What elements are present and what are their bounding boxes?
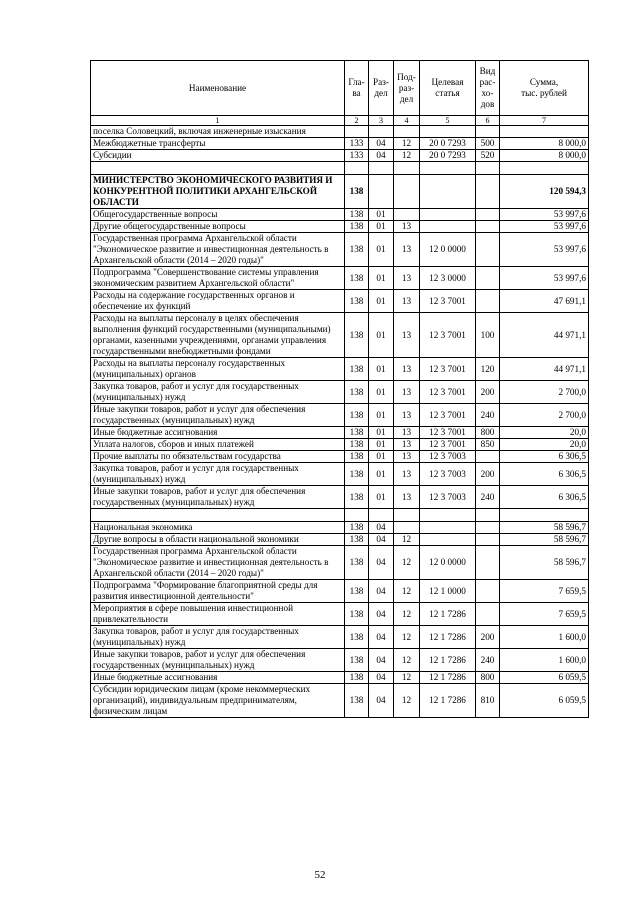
- row-expense-type: [476, 451, 500, 463]
- row-name: Подпрограмма "Формирование благоприятной среды для развития инвестиционной деятельности": [91, 580, 345, 603]
- row-razdel: 01: [369, 451, 394, 463]
- row-name: Государственная программа Архангельской области "Экономическое развитие и инвестиционная деятельность в Архангельской области (2014 – 2020 годы)": [91, 233, 345, 267]
- row-target-article: 12 3 7001: [420, 427, 476, 439]
- row-name: Расходы на содержание государственных органов и обеспечение их функций: [91, 290, 345, 313]
- row-name: [91, 162, 345, 175]
- row-podrazdel: 13: [394, 358, 420, 381]
- row-glava: 138: [345, 522, 369, 534]
- row-razdel: 01: [369, 313, 394, 358]
- table-row: [91, 439, 589, 451]
- row-podrazdel: [394, 126, 420, 138]
- row-expense-type: 120: [476, 358, 500, 381]
- row-podrazdel: [394, 162, 420, 175]
- table-row: [91, 534, 589, 546]
- row-razdel: 01: [369, 221, 394, 233]
- column-number: 7: [500, 116, 589, 126]
- row-razdel: 01: [369, 439, 394, 451]
- row-expense-type: [476, 603, 500, 626]
- row-expense-type: [476, 175, 500, 209]
- table-row: [91, 233, 589, 267]
- row-expense-type: 100: [476, 313, 500, 358]
- row-glava: 138: [345, 209, 369, 221]
- table-row: [91, 684, 589, 718]
- row-sum: [500, 509, 589, 522]
- table-row: [91, 546, 589, 580]
- row-glava: 138: [345, 684, 369, 718]
- row-podrazdel: 13: [394, 427, 420, 439]
- row-target-article: 12 3 7001: [420, 313, 476, 358]
- row-name: Иные бюджетные ассигнования: [91, 672, 345, 684]
- row-target-article: [420, 175, 476, 209]
- row-sum: 47 691,1: [500, 290, 589, 313]
- row-expense-type: 500: [476, 138, 500, 150]
- row-sum: 44 971,1: [500, 313, 589, 358]
- table-row: [91, 290, 589, 313]
- row-sum: 2 700,0: [500, 381, 589, 404]
- row-sum: 53 997,6: [500, 267, 589, 290]
- table-row: [91, 138, 589, 150]
- row-target-article: [420, 126, 476, 138]
- table-header-row: [91, 61, 589, 116]
- row-podrazdel: [394, 175, 420, 209]
- row-target-article: [420, 221, 476, 233]
- row-razdel: 01: [369, 463, 394, 486]
- row-sum: 2 700,0: [500, 404, 589, 427]
- row-podrazdel: 13: [394, 221, 420, 233]
- row-expense-type: 240: [476, 486, 500, 509]
- row-sum: 20,0: [500, 427, 589, 439]
- row-podrazdel: 12: [394, 649, 420, 672]
- row-expense-type: 810: [476, 684, 500, 718]
- row-razdel: 04: [369, 684, 394, 718]
- row-expense-type: 520: [476, 150, 500, 162]
- row-podrazdel: 13: [394, 451, 420, 463]
- row-expense-type: [476, 209, 500, 221]
- row-podrazdel: 12: [394, 603, 420, 626]
- row-glava: 133: [345, 150, 369, 162]
- table-row: [91, 404, 589, 427]
- column-number-row: [91, 116, 589, 126]
- row-sum: 8 000,0: [500, 138, 589, 150]
- row-sum: 120 594,3: [500, 175, 589, 209]
- row-name: [91, 509, 345, 522]
- row-razdel: [369, 175, 394, 209]
- row-glava: 138: [345, 439, 369, 451]
- budget-table-page: [90, 60, 588, 718]
- row-sum: 6 306,5: [500, 486, 589, 509]
- row-expense-type: 800: [476, 672, 500, 684]
- row-razdel: 01: [369, 209, 394, 221]
- header-expense-type: Вид рас- хо- дов: [476, 61, 500, 116]
- row-glava: 138: [345, 313, 369, 358]
- row-target-article: 12 1 7286: [420, 626, 476, 649]
- row-podrazdel: 13: [394, 463, 420, 486]
- row-glava: 138: [345, 451, 369, 463]
- row-name: Уплата налогов, сборов и иных платежей: [91, 439, 345, 451]
- row-expense-type: 240: [476, 404, 500, 427]
- row-glava: 138: [345, 672, 369, 684]
- row-expense-type: [476, 509, 500, 522]
- row-name: Субсидии юридическим лицам (кроме некоммерческих организаций), индивидуальным предпринимателям, физическим лицам: [91, 684, 345, 718]
- table-row: [91, 150, 589, 162]
- row-name: Субсидии: [91, 150, 345, 162]
- row-sum: 1 600,0: [500, 626, 589, 649]
- table-row: [91, 126, 589, 138]
- row-target-article: [420, 509, 476, 522]
- row-expense-type: [476, 534, 500, 546]
- row-expense-type: 200: [476, 626, 500, 649]
- row-expense-type: [476, 267, 500, 290]
- row-razdel: 01: [369, 381, 394, 404]
- page-number: 52: [314, 869, 326, 881]
- row-razdel: 04: [369, 672, 394, 684]
- row-name: Иные бюджетные ассигнования: [91, 427, 345, 439]
- row-expense-type: [476, 546, 500, 580]
- row-podrazdel: 12: [394, 672, 420, 684]
- row-razdel: 01: [369, 358, 394, 381]
- row-glava: 138: [345, 580, 369, 603]
- row-target-article: 20 0 7293: [420, 138, 476, 150]
- row-podrazdel: 13: [394, 267, 420, 290]
- row-podrazdel: 12: [394, 546, 420, 580]
- column-number: 1: [91, 116, 345, 126]
- row-target-article: 12 3 7003: [420, 463, 476, 486]
- row-glava: 138: [345, 427, 369, 439]
- table-row: [91, 451, 589, 463]
- row-razdel: 01: [369, 267, 394, 290]
- row-podrazdel: 12: [394, 580, 420, 603]
- row-razdel: [369, 509, 394, 522]
- column-number: 5: [420, 116, 476, 126]
- table-row: [91, 672, 589, 684]
- row-name: Государственная программа Архангельской области "Экономическое развитие и инвестиционная деятельность в Архангельской области (2014 – 2020 годы)": [91, 546, 345, 580]
- row-sum: 58 596,7: [500, 546, 589, 580]
- column-number: 3: [369, 116, 394, 126]
- row-sum: 8 000,0: [500, 150, 589, 162]
- row-glava: 138: [345, 358, 369, 381]
- row-target-article: 12 1 7286: [420, 603, 476, 626]
- row-glava: 138: [345, 221, 369, 233]
- row-target-article: 12 1 7286: [420, 684, 476, 718]
- row-name: МИНИСТЕРСТВО ЭКОНОМИЧЕСКОГО РАЗВИТИЯ И КОНКУРЕНТНОЙ ПОЛИТИКИ АРХАНГЕЛЬСКОЙ ОБЛАСТИ: [91, 175, 345, 209]
- row-podrazdel: [394, 509, 420, 522]
- row-target-article: 12 1 7286: [420, 672, 476, 684]
- row-target-article: [420, 209, 476, 221]
- header-podrazdel: Под- раз- дел: [394, 61, 420, 116]
- row-expense-type: 800: [476, 427, 500, 439]
- row-target-article: 12 1 0000: [420, 580, 476, 603]
- row-glava: 138: [345, 290, 369, 313]
- table-row: [91, 358, 589, 381]
- row-podrazdel: [394, 522, 420, 534]
- row-podrazdel: 12: [394, 626, 420, 649]
- row-name: Расходы на выплаты персоналу в целях обеспечения выполнения функций государственными (муниципальными) органами, казенными учреждениями, органами управления государственными внебюджетными фондами: [91, 313, 345, 358]
- row-razdel: 04: [369, 603, 394, 626]
- row-name: Другие общегосударственные вопросы: [91, 221, 345, 233]
- row-glava: 138: [345, 381, 369, 404]
- row-glava: [345, 509, 369, 522]
- row-razdel: 04: [369, 649, 394, 672]
- row-podrazdel: 13: [394, 404, 420, 427]
- table-row: [91, 267, 589, 290]
- row-name: Расходы на выплаты персоналу государственных (муниципальных) органов: [91, 358, 345, 381]
- row-expense-type: 850: [476, 439, 500, 451]
- table-row: [91, 509, 589, 522]
- budget-table: [90, 60, 589, 718]
- column-number: 4: [394, 116, 420, 126]
- row-podrazdel: 13: [394, 381, 420, 404]
- table-row: [91, 221, 589, 233]
- row-target-article: 12 0 0000: [420, 546, 476, 580]
- row-sum: [500, 126, 589, 138]
- row-name: Закупка товаров, работ и услуг для государственных (муниципальных) нужд: [91, 626, 345, 649]
- row-sum: 6 059,5: [500, 684, 589, 718]
- row-target-article: 12 3 7003: [420, 486, 476, 509]
- header-razdel: Раз- дел: [369, 61, 394, 116]
- row-glava: 138: [345, 626, 369, 649]
- row-glava: [345, 162, 369, 175]
- row-razdel: 04: [369, 522, 394, 534]
- row-glava: 138: [345, 534, 369, 546]
- row-razdel: 04: [369, 546, 394, 580]
- row-target-article: 12 3 7003: [420, 451, 476, 463]
- row-target-article: [420, 534, 476, 546]
- row-razdel: [369, 162, 394, 175]
- row-target-article: 20 0 7293: [420, 150, 476, 162]
- row-name: Подпрограмма "Совершенствование системы управления экономическим развитием Архангельской области": [91, 267, 345, 290]
- row-sum: 53 997,6: [500, 209, 589, 221]
- row-razdel: 04: [369, 150, 394, 162]
- row-name: Прочие выплаты по обязательствам государства: [91, 451, 345, 463]
- row-target-article: [420, 162, 476, 175]
- row-name: Общегосударственные вопросы: [91, 209, 345, 221]
- row-sum: 7 659,5: [500, 580, 589, 603]
- table-row: [91, 649, 589, 672]
- row-sum: 58 596,7: [500, 522, 589, 534]
- row-razdel: 01: [369, 427, 394, 439]
- row-sum: 7 659,5: [500, 603, 589, 626]
- row-podrazdel: [394, 209, 420, 221]
- row-target-article: 12 3 7001: [420, 290, 476, 313]
- row-expense-type: [476, 221, 500, 233]
- row-sum: 6 306,5: [500, 463, 589, 486]
- header-target-article: Целевая статья: [420, 61, 476, 116]
- row-podrazdel: 13: [394, 439, 420, 451]
- header-glava: Гла- ва: [345, 61, 369, 116]
- row-glava: 138: [345, 486, 369, 509]
- row-name: Мероприятия в сфере повышения инвестиционной привлекательности: [91, 603, 345, 626]
- header-sum: Сумма, тыс. рублей: [500, 61, 589, 116]
- row-razdel: 01: [369, 404, 394, 427]
- table-row: [91, 603, 589, 626]
- row-sum: 58 596,7: [500, 534, 589, 546]
- table-row: [91, 486, 589, 509]
- table-row: [91, 162, 589, 175]
- row-podrazdel: 13: [394, 486, 420, 509]
- row-sum: 6 306,5: [500, 451, 589, 463]
- row-target-article: 12 3 7001: [420, 439, 476, 451]
- row-name: Другие вопросы в области национальной экономики: [91, 534, 345, 546]
- row-sum: [500, 162, 589, 175]
- row-target-article: 12 3 7001: [420, 381, 476, 404]
- row-glava: 138: [345, 603, 369, 626]
- row-name: Закупка товаров, работ и услуг для государственных (муниципальных) нужд: [91, 381, 345, 404]
- row-target-article: [420, 522, 476, 534]
- row-razdel: 01: [369, 290, 394, 313]
- table-row: [91, 522, 589, 534]
- row-glava: 138: [345, 267, 369, 290]
- row-glava: 138: [345, 649, 369, 672]
- row-sum: 20,0: [500, 439, 589, 451]
- row-target-article: 12 3 0000: [420, 267, 476, 290]
- row-glava: 138: [345, 404, 369, 427]
- table-row: [91, 175, 589, 209]
- table-row: [91, 626, 589, 649]
- row-expense-type: [476, 522, 500, 534]
- row-expense-type: [476, 580, 500, 603]
- row-razdel: 01: [369, 233, 394, 267]
- row-razdel: 01: [369, 486, 394, 509]
- row-podrazdel: 13: [394, 233, 420, 267]
- table-row: [91, 463, 589, 486]
- row-expense-type: 200: [476, 381, 500, 404]
- row-razdel: [369, 126, 394, 138]
- row-name: Иные закупки товаров, работ и услуг для обеспечения государственных (муниципальных) нужд: [91, 486, 345, 509]
- row-glava: 133: [345, 138, 369, 150]
- header-name: Наименование: [91, 61, 345, 116]
- row-glava: [345, 126, 369, 138]
- row-glava: 138: [345, 175, 369, 209]
- table-row: [91, 427, 589, 439]
- row-expense-type: [476, 162, 500, 175]
- row-podrazdel: 12: [394, 138, 420, 150]
- row-target-article: 12 3 7001: [420, 404, 476, 427]
- row-target-article: 12 3 7001: [420, 358, 476, 381]
- row-expense-type: [476, 290, 500, 313]
- row-expense-type: 240: [476, 649, 500, 672]
- row-expense-type: 200: [476, 463, 500, 486]
- row-sum: 44 971,1: [500, 358, 589, 381]
- row-name: Иные закупки товаров, работ и услуг для обеспечения государственных (муниципальных) нужд: [91, 404, 345, 427]
- row-sum: 1 600,0: [500, 649, 589, 672]
- row-expense-type: [476, 233, 500, 267]
- row-podrazdel: 12: [394, 684, 420, 718]
- row-name: поселка Соловецкий, включая инженерные изыскания: [91, 126, 345, 138]
- row-sum: 53 997,6: [500, 233, 589, 267]
- table-row: [91, 313, 589, 358]
- row-razdel: 04: [369, 534, 394, 546]
- row-podrazdel: 13: [394, 313, 420, 358]
- row-expense-type: [476, 126, 500, 138]
- row-glava: 138: [345, 463, 369, 486]
- row-name: Закупка товаров, работ и услуг для государственных (муниципальных) нужд: [91, 463, 345, 486]
- table-row: [91, 381, 589, 404]
- row-name: Иные закупки товаров, работ и услуг для обеспечения государственных (муниципальных) нужд: [91, 649, 345, 672]
- table-row: [91, 209, 589, 221]
- row-sum: 6 059,5: [500, 672, 589, 684]
- row-podrazdel: 12: [394, 534, 420, 546]
- row-glava: 138: [345, 546, 369, 580]
- row-name: Национальная экономика: [91, 522, 345, 534]
- column-number: 2: [345, 116, 369, 126]
- row-podrazdel: 13: [394, 290, 420, 313]
- row-podrazdel: 12: [394, 150, 420, 162]
- row-target-article: 12 0 0000: [420, 233, 476, 267]
- table-row: [91, 580, 589, 603]
- table-body: [91, 126, 589, 718]
- row-razdel: 04: [369, 580, 394, 603]
- row-target-article: 12 1 7286: [420, 649, 476, 672]
- row-name: Межбюджетные трансферты: [91, 138, 345, 150]
- column-number: 6: [476, 116, 500, 126]
- row-glava: 138: [345, 233, 369, 267]
- row-razdel: 04: [369, 138, 394, 150]
- row-sum: 53 997,6: [500, 221, 589, 233]
- row-razdel: 04: [369, 626, 394, 649]
